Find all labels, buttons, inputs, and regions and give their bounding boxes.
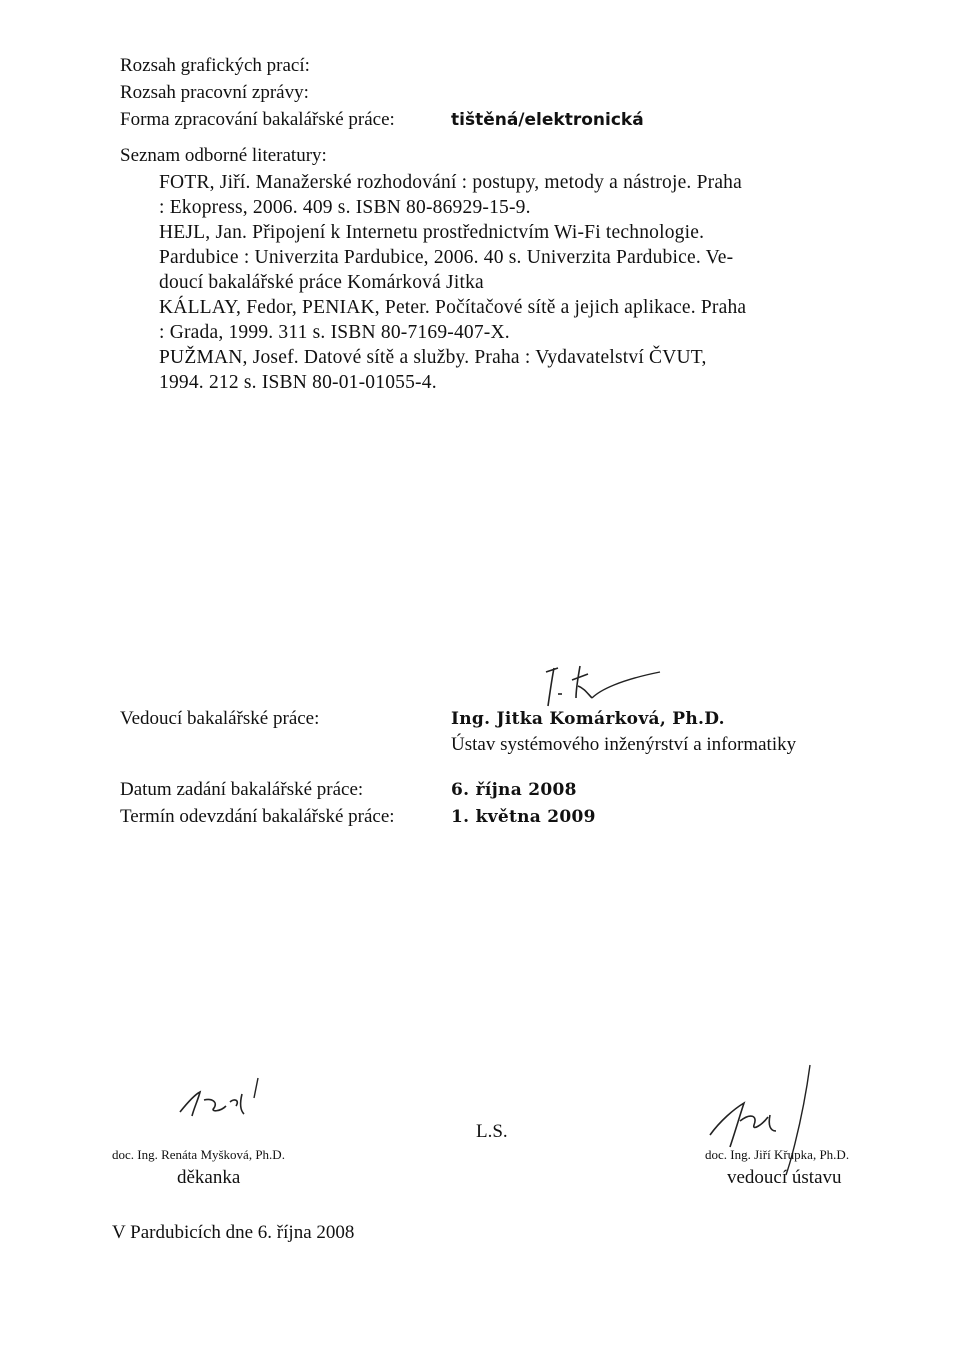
literature-line: HEJL, Jan. Připojení k Internetu prostřednictvím Wi-Fi technologie. <box>159 222 705 243</box>
assigned-date-label: Datum zadání bakalářské práce: <box>120 779 364 800</box>
report-scope-label: Rozsah pracovní zprávy: <box>120 82 309 103</box>
literature-line: : Grada, 1999. 311 s. ISBN 80-7169-407-X. <box>159 322 510 343</box>
literature-line: 1994. 212 s. ISBN 80-01-01055-4. <box>159 372 437 393</box>
literature-line: doucí bakalářské práce Komárková Jitka <box>159 272 484 293</box>
graphics-scope-label: Rozsah grafických prací: <box>120 55 310 76</box>
literature-line: FOTR, Jiří. Manažerské rozhodování : postupy, metody a nástroje. Praha <box>159 172 742 193</box>
form-value: tištěná/elektronická <box>451 110 644 130</box>
literature-line: PUŽMAN, Josef. Datové sítě a služby. Praha : Vydavatelství ČVUT, <box>159 347 707 368</box>
due-date-value: 1. května 2009 <box>451 807 596 827</box>
literature-label: Seznam odborné literatury: <box>120 145 327 166</box>
supervisor-name: Ing. Jitka Komárková, Ph.D. <box>451 709 725 729</box>
form-label: Forma zpracování bakalářské práce: <box>120 109 395 130</box>
place-date: V Pardubicích dne 6. října 2008 <box>112 1222 355 1243</box>
dean-title: děkanka <box>177 1167 241 1188</box>
dean-name: doc. Ing. Renáta Myšková, Ph.D. <box>112 1147 285 1162</box>
literature-line: KÁLLAY, Fedor, PENIAK, Peter. Počítačové sítě a jejich aplikace. Praha <box>159 297 747 318</box>
supervisor-label: Vedoucí bakalářské práce: <box>120 708 320 729</box>
dean-signature <box>170 1072 320 1137</box>
head-title: vedoucí ústavu <box>727 1167 842 1188</box>
seal-mark: L.S. <box>476 1121 508 1142</box>
due-date-label: Termín odevzdání bakalářské práce: <box>120 806 395 827</box>
literature-line: Pardubice : Univerzita Pardubice, 2006. 40 s. Univerzita Pardubice. Ve- <box>159 247 734 268</box>
literature-line: : Ekopress, 2006. 409 s. ISBN 80-86929-15-9. <box>159 197 531 218</box>
assigned-date-value: 6. října 2008 <box>451 780 577 800</box>
supervisor-institute: Ústav systémového inženýrství a informatiky <box>451 734 797 755</box>
head-name: doc. Ing. Jiří Křupka, Ph.D. <box>705 1147 850 1162</box>
